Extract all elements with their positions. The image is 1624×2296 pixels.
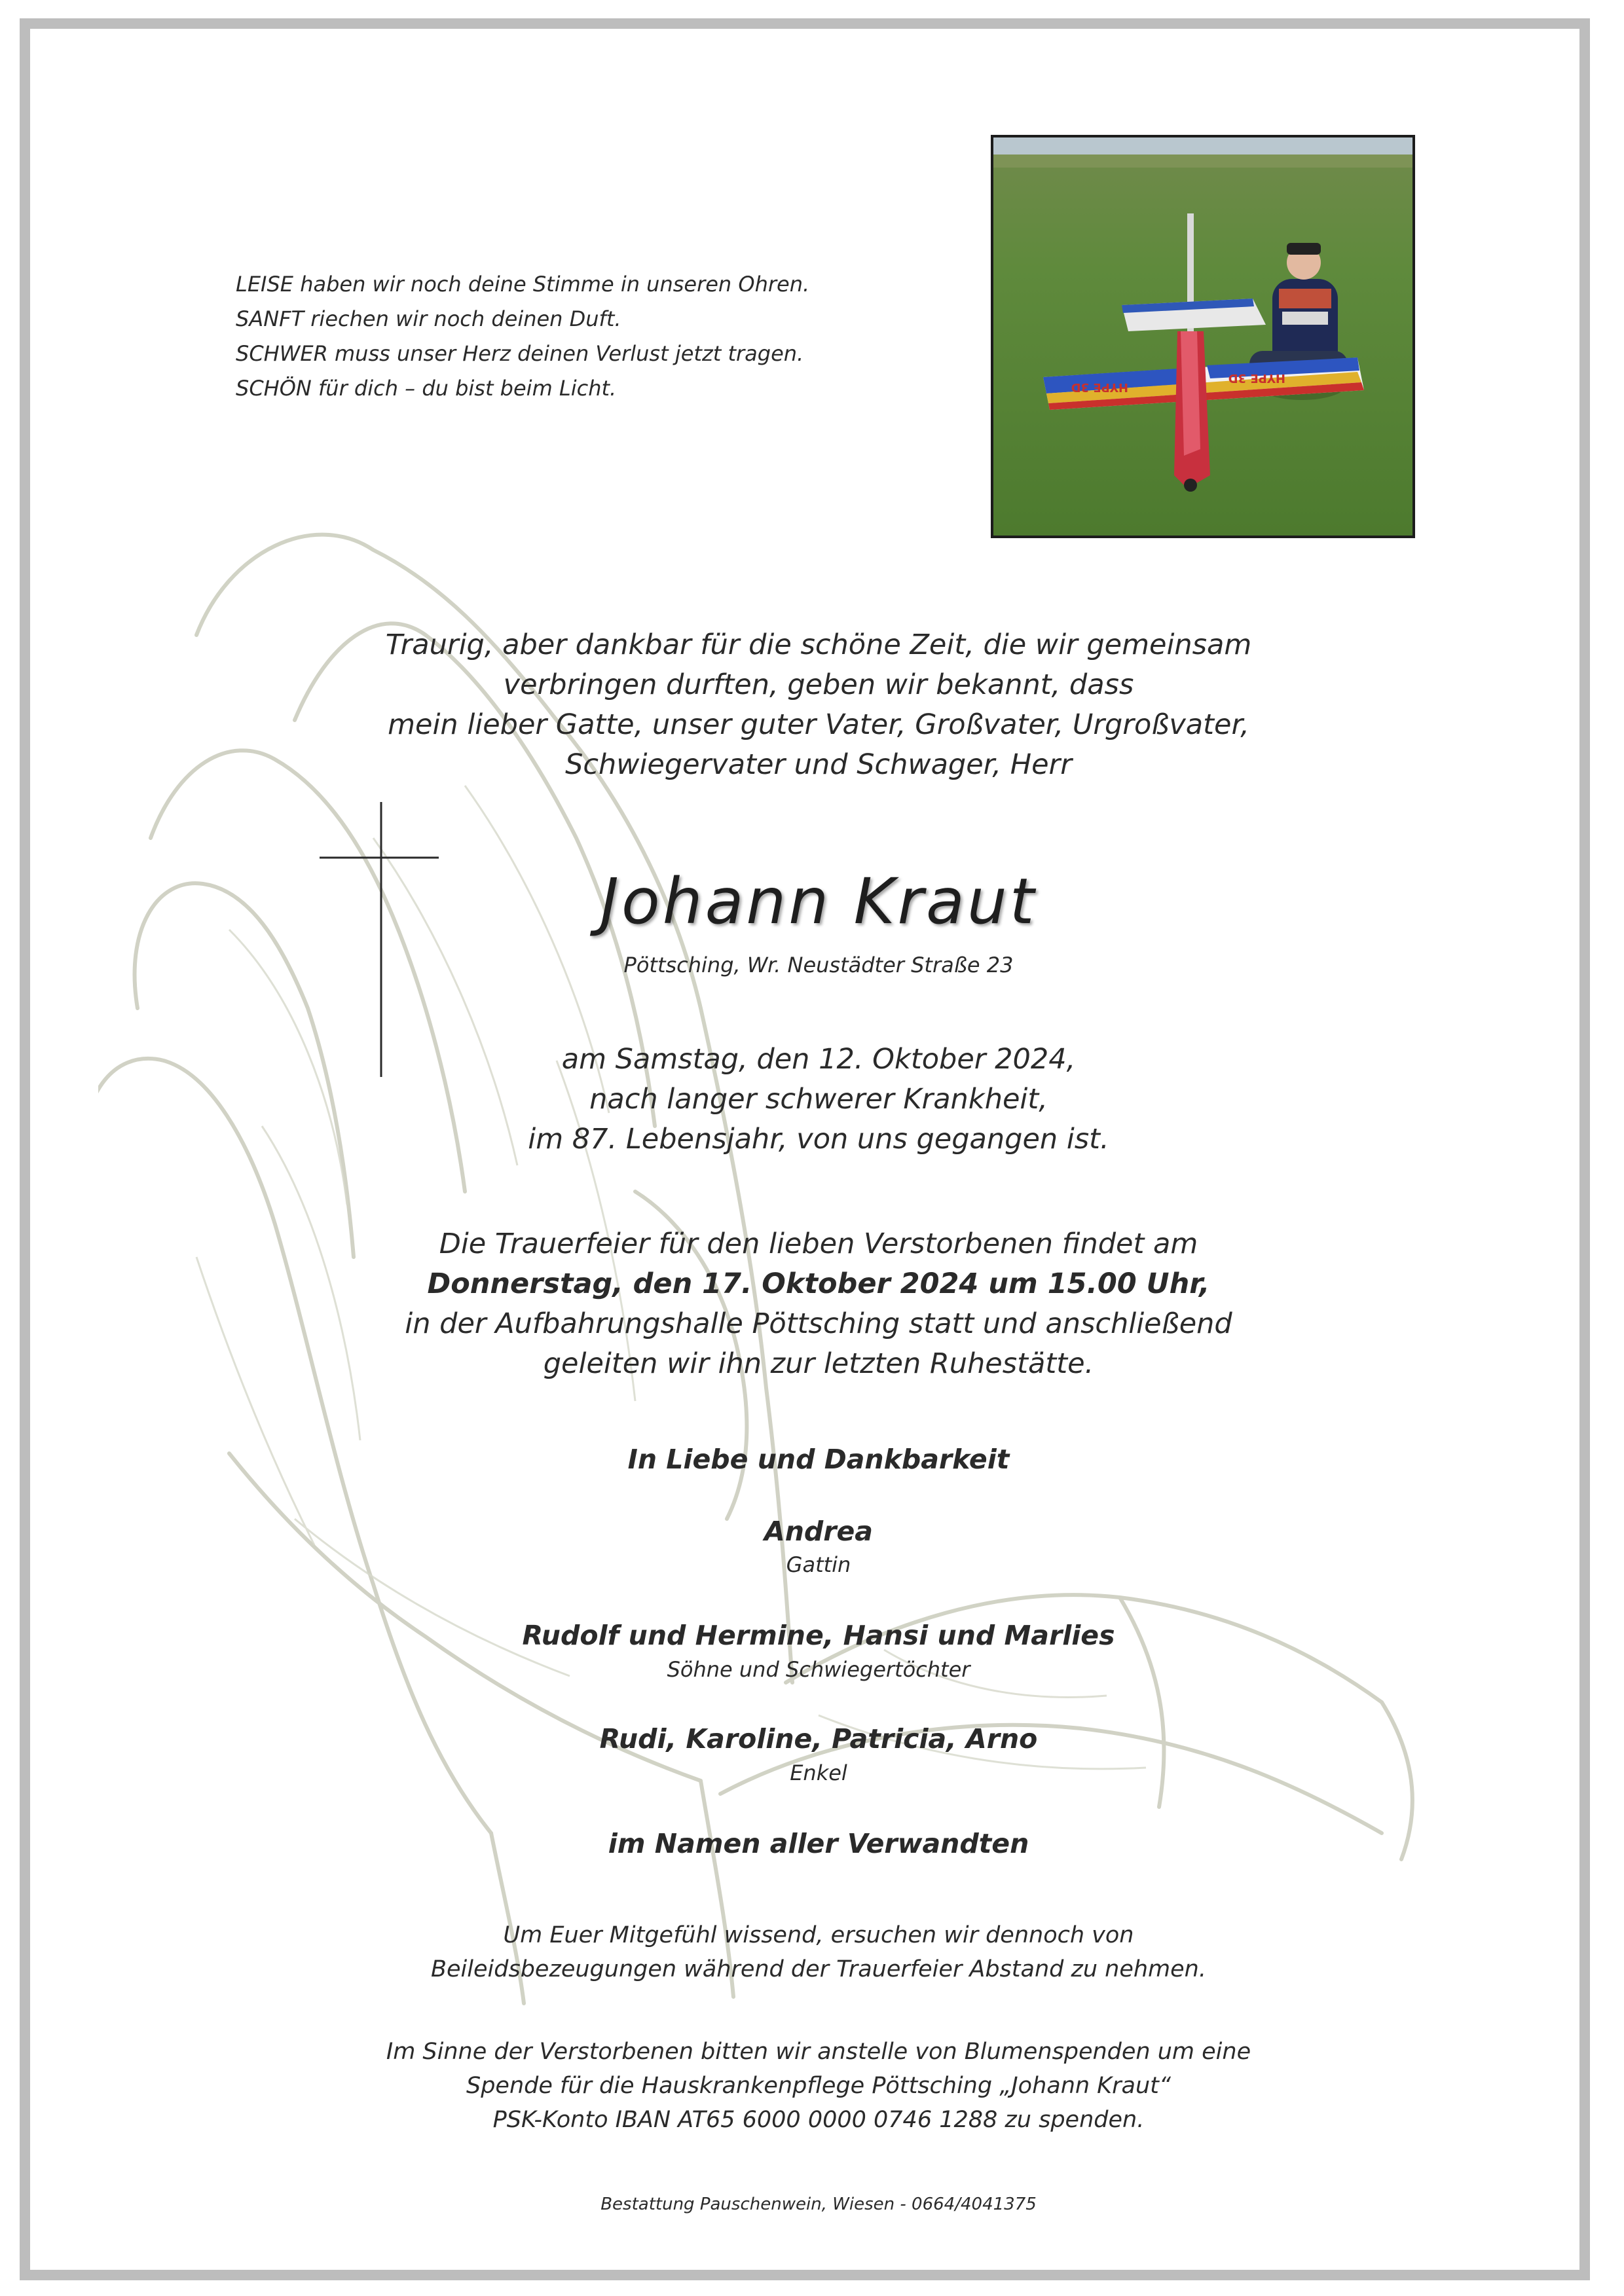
mourner-names: Rudolf und Hermine, Hansi und Marlies: [522, 1620, 1115, 1651]
poem-line: LEISE haben wir noch deine Stimme in unseren Ohren.: [236, 272, 810, 297]
mourners-closing: im Namen aller Verwandten: [608, 1828, 1029, 1859]
cross-icon: [314, 802, 445, 1077]
wing-text: HYPE 3D: [1071, 380, 1128, 394]
donation-line: Im Sinne der Verstorbenen bitten wir anstelle von Blumenspenden um eine: [386, 2039, 1251, 2065]
intro-line: Schwiegervater und Schwager, Herr: [565, 748, 1072, 781]
deceased-address: Pöttsching, Wr. Neustädter Straße 23: [623, 953, 1014, 977]
death-notice: [164, 1040, 1473, 1159]
intro-line: Traurig, aber dankbar für die schöne Zeit, die wir gemeinsam: [385, 629, 1252, 661]
mourner-relation: Gattin: [786, 1552, 851, 1577]
poem-line: SANFT riechen wir noch deinen Duft.: [236, 306, 621, 331]
wing-text: HYPE 3D: [1228, 371, 1285, 385]
funeral-line: in der Aufbahrungshalle Pöttsching statt und anschließend: [405, 1307, 1232, 1340]
death-line: nach langer schwerer Krankheit,: [589, 1083, 1048, 1116]
mourner-names: Andrea: [764, 1516, 873, 1547]
poem-line: SCHWER muss unser Herz deinen Verlust jetzt tragen.: [236, 341, 804, 366]
condolence-line: Um Euer Mitgefühl wissend, ersuchen wir dennoch von: [503, 1922, 1134, 1948]
funeral-home-footer: Bestattung Pauschenwein, Wiesen - 0664/4041375: [600, 2195, 1037, 2214]
poem-line: SCHÖN für dich – du bist beim Licht.: [236, 376, 617, 401]
intro-line: mein lieber Gatte, unser guter Vater, Großvater, Urgroßvater,: [388, 708, 1249, 741]
funeral-line: Die Trauerfeier für den lieben Verstorbenen findet am: [439, 1228, 1198, 1260]
death-line: im 87. Lebensjahr, von uns gegangen ist.: [528, 1123, 1109, 1156]
donation-line: PSK-Konto IBAN AT65 6000 0000 0746 1288 zu spenden.: [492, 2107, 1145, 2133]
memorial-poem: [236, 267, 891, 406]
deceased-name: Johann Kraut: [600, 865, 1037, 938]
funeral-date-time: Donnerstag, den 17. Oktober 2024 um 15.00 Uhr,: [427, 1267, 1210, 1300]
mourner-relation: Söhne und Schwiegertöchter: [667, 1657, 970, 1682]
death-line: am Samstag, den 12. Oktober 2024,: [561, 1043, 1076, 1076]
condolence-note: [98, 1918, 1539, 1986]
intro-line: verbringen durften, geben wir bekannt, dass: [503, 668, 1134, 701]
mourner-names: Rudi, Karoline, Patricia, Arno: [599, 1723, 1038, 1755]
donation-note: [98, 2035, 1539, 2137]
funeral-info: [98, 1224, 1539, 1384]
mourner-relation: Enkel: [790, 1760, 847, 1785]
condolence-line: Beileidsbezeugungen während der Trauerfeier Abstand zu nehmen.: [431, 1956, 1206, 1982]
deceased-photo: [991, 135, 1415, 538]
intro-text: [164, 625, 1473, 785]
donation-line: Spende für die Hauskrankenpflege Pöttsching „Johann Kraut“: [466, 2073, 1172, 2099]
mourners-heading: In Liebe und Dankbarkeit: [627, 1444, 1010, 1475]
funeral-line: geleiten wir ihn zur letzten Ruhestätte.: [543, 1347, 1094, 1380]
